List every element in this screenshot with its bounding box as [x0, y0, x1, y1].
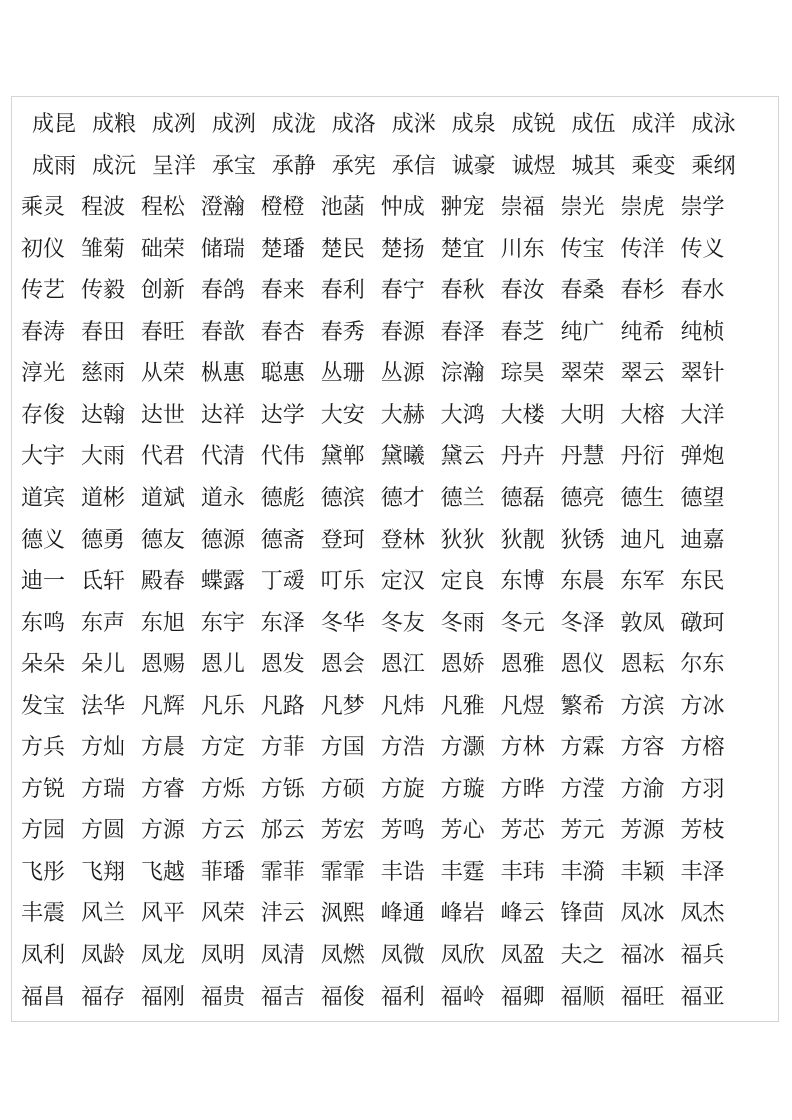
- name-cell: 成洣: [391, 112, 436, 137]
- name-cell: 承宪: [331, 153, 376, 179]
- name-cell: 方滢: [560, 776, 605, 802]
- name-cell: 风平: [140, 901, 185, 927]
- name-cell: 楚宜: [440, 236, 485, 262]
- name-cell: 德生: [620, 485, 665, 511]
- name-cell: 储瑞: [200, 236, 245, 262]
- name-cell: 方锐: [21, 776, 66, 802]
- name-cell: 橙橙: [260, 195, 305, 221]
- name-cell: 凤利: [21, 943, 66, 968]
- name-cell: 淙瀚: [440, 361, 485, 387]
- name-cell: 淳光: [21, 361, 66, 387]
- name-cell: 德亮: [560, 485, 605, 511]
- name-cell: 方滨: [620, 693, 665, 719]
- name-cell: 东泽: [260, 610, 305, 636]
- name-cell: 春芝: [500, 319, 545, 345]
- name-cell: 方璇: [440, 776, 485, 802]
- name-cell: 方灿: [80, 735, 125, 761]
- name-cell: 大楼: [500, 402, 545, 428]
- name-cell: 春田: [80, 319, 125, 345]
- name-cell: 聪惠: [260, 361, 305, 387]
- name-cell: 传毅: [80, 278, 125, 304]
- name-cell: 芳元: [560, 818, 605, 844]
- name-row: [0, 523, 792, 559]
- name-cell: 枞惠: [200, 361, 245, 387]
- name-cell: 狄锈: [560, 527, 605, 553]
- name-row: [0, 938, 792, 974]
- name-cell: 丰震: [21, 901, 66, 927]
- name-cell: 凤欣: [440, 943, 485, 968]
- name-cell: 楚民: [320, 236, 365, 262]
- name-cell: 方旋: [380, 776, 425, 802]
- name-cell: 道永: [200, 485, 245, 511]
- name-cell: 丰霆: [440, 859, 485, 885]
- name-cell: 德友: [140, 527, 185, 553]
- name-cell: 福利: [380, 984, 425, 1010]
- name-cell: 澄瀚: [200, 195, 245, 221]
- name-cell: 初仪: [21, 236, 66, 262]
- name-cell: 敦凤: [620, 610, 665, 636]
- name-cell: 崇光: [560, 195, 605, 221]
- name-cell: 存俊: [21, 402, 66, 428]
- name-cell: 凡辉: [140, 693, 185, 719]
- name-cell: 东民: [680, 569, 725, 595]
- name-cell: 纯广: [560, 319, 605, 345]
- name-cell: 大赫: [380, 402, 425, 428]
- name-cell: 德磊: [500, 485, 545, 511]
- name-cell: 达世: [140, 402, 185, 428]
- name-cell: 福吉: [260, 984, 305, 1010]
- name-cell: 方烁: [200, 776, 245, 802]
- name-cell: 方榕: [680, 735, 725, 761]
- name-cell: 凡雅: [440, 693, 485, 719]
- name-cell: 沣云: [260, 901, 305, 927]
- name-cell: 大明: [560, 402, 605, 428]
- name-cell: 达翰: [80, 402, 125, 428]
- name-cell: 道彬: [80, 485, 125, 511]
- name-cell: 恩雅: [500, 652, 545, 678]
- name-cell: 达学: [260, 402, 305, 428]
- name-cell: 菲璠: [200, 859, 245, 885]
- name-cell: 丛珊: [320, 361, 365, 387]
- name-cell: 德斋: [260, 527, 305, 553]
- name-cell: 方硕: [320, 776, 365, 802]
- name-cell: 叮乐: [320, 569, 365, 595]
- name-row: [0, 647, 792, 683]
- name-cell: 丹卉: [500, 444, 545, 470]
- name-cell: 东鸣: [21, 610, 66, 636]
- name-cell: 川东: [500, 236, 545, 262]
- name-cell: 凡炜: [380, 693, 425, 719]
- name-row: [0, 356, 792, 392]
- name-cell: 德彪: [260, 485, 305, 511]
- name-cell: 邡云: [260, 818, 305, 844]
- name-cell: 礅珂: [680, 610, 725, 636]
- name-cell: 大鸿: [440, 402, 485, 428]
- name-cell: 发宝: [21, 693, 66, 719]
- name-cell: 翠针: [680, 361, 725, 387]
- name-cell: 法华: [80, 693, 125, 719]
- name-cell: 恩耘: [620, 652, 665, 678]
- name-row: [0, 813, 792, 849]
- name-cell: 东宇: [200, 610, 245, 636]
- name-cell: 崇福: [500, 195, 545, 221]
- name-cell: 东声: [80, 610, 125, 636]
- name-cell: 凡乐: [200, 693, 245, 719]
- name-cell: 春汝: [500, 278, 545, 304]
- name-cell: 代君: [140, 444, 185, 470]
- name-cell: 春源: [380, 319, 425, 345]
- name-cell: 方圆: [80, 818, 125, 844]
- name-cell: 迪一: [21, 569, 66, 595]
- name-cell: 方晨: [140, 735, 185, 761]
- name-cell: 德勇: [80, 527, 125, 553]
- name-cell: 大宇: [21, 444, 66, 470]
- name-cell: 纯桢: [680, 319, 725, 345]
- name-cell: 纯希: [620, 319, 665, 345]
- name-cell: 冬友: [380, 610, 425, 636]
- name-cell: 福旺: [620, 984, 665, 1010]
- name-cell: 春利: [320, 278, 365, 304]
- name-cell: 丹慧: [560, 444, 605, 470]
- name-cell: 春歆: [200, 319, 245, 345]
- name-cell: 传宝: [560, 236, 605, 262]
- name-cell: 芳芯: [500, 818, 545, 844]
- name-row: [0, 896, 792, 932]
- name-cell: 芳源: [620, 818, 665, 844]
- name-cell: 雏菊: [80, 236, 125, 262]
- name-cell: 定汉: [380, 569, 425, 595]
- name-row: [0, 439, 792, 475]
- name-cell: 方园: [21, 818, 66, 844]
- name-row: [0, 398, 792, 434]
- name-row: [0, 772, 792, 808]
- name-cell: 楚璠: [260, 236, 305, 262]
- name-cell: 丛源: [380, 361, 425, 387]
- name-cell: 芳鸣: [380, 818, 425, 844]
- name-cell: 凤龄: [80, 943, 125, 968]
- name-cell: 方羽: [680, 776, 725, 802]
- name-cell: 楚扬: [380, 236, 425, 262]
- name-cell: 凡煜: [500, 693, 545, 719]
- name-cell: 弹炮: [680, 444, 725, 470]
- name-cell: 翀宠: [440, 195, 485, 221]
- name-cell: 恩赐: [140, 652, 185, 678]
- name-cell: 成泳: [691, 112, 736, 137]
- name-cell: 朵朵: [21, 652, 66, 678]
- name-row: [0, 190, 792, 226]
- name-cell: 春泽: [440, 319, 485, 345]
- name-cell: 呈洋: [151, 153, 196, 179]
- name-cell: 东博: [500, 569, 545, 595]
- name-cell: 方云: [200, 818, 245, 844]
- name-cell: 琮昊: [500, 361, 545, 387]
- name-cell: 凤冰: [620, 901, 665, 927]
- name-cell: 乘灵: [21, 195, 66, 221]
- name-cell: 凤明: [200, 943, 245, 968]
- name-row: [0, 689, 792, 725]
- name-cell: 迪凡: [620, 527, 665, 553]
- name-cell: 方瑞: [80, 776, 125, 802]
- name-cell: 氐轩: [80, 569, 125, 595]
- name-cell: 丰泽: [680, 859, 725, 885]
- name-cell: 方冰: [680, 693, 725, 719]
- name-cell: 殿春: [140, 569, 185, 595]
- name-cell: 翠荣: [560, 361, 605, 387]
- name-cell: 芳枝: [680, 818, 725, 844]
- name-cell: 冬泽: [560, 610, 605, 636]
- name-cell: 德滨: [320, 485, 365, 511]
- name-cell: 狄狄: [440, 527, 485, 553]
- name-cell: 凤微: [380, 943, 425, 968]
- name-cell: 大榕: [620, 402, 665, 428]
- name-cell: 福兵: [680, 943, 725, 968]
- name-cell: 承静: [271, 153, 316, 179]
- name-cell: 凤盈: [500, 943, 545, 968]
- name-cell: 春涛: [21, 319, 66, 345]
- name-cell: 蝶露: [200, 569, 245, 595]
- name-cell: 恩儿: [200, 652, 245, 678]
- name-cell: 方源: [140, 818, 185, 844]
- name-cell: 霏霏: [320, 859, 365, 885]
- name-cell: 夫之: [560, 943, 605, 968]
- name-cell: 达祥: [200, 402, 245, 428]
- name-cell: 丰颖: [620, 859, 665, 885]
- name-cell: 从荣: [140, 361, 185, 387]
- name-cell: 丹衍: [620, 444, 665, 470]
- name-cell: 冬华: [320, 610, 365, 636]
- name-cell: 福顺: [560, 984, 605, 1010]
- name-cell: 凤杰: [680, 901, 725, 927]
- name-cell: 德义: [21, 527, 66, 553]
- name-cell: 础荣: [140, 236, 185, 262]
- name-cell: 尔东: [680, 652, 725, 678]
- name-cell: 峰云: [500, 901, 545, 927]
- name-cell: 大安: [320, 402, 365, 428]
- name-cell: 城其: [571, 153, 616, 179]
- name-cell: 丰漪: [560, 859, 605, 885]
- name-cell: 诚豪: [451, 153, 496, 179]
- name-cell: 定良: [440, 569, 485, 595]
- name-cell: 传洋: [620, 236, 665, 262]
- name-cell: 芳宏: [320, 818, 365, 844]
- name-cell: 程波: [80, 195, 125, 221]
- name-cell: 福俊: [320, 984, 365, 1010]
- name-cell: 峰通: [380, 901, 425, 927]
- name-cell: 方霖: [560, 735, 605, 761]
- name-row: [0, 730, 792, 766]
- name-cell: 乘纲: [691, 153, 736, 179]
- name-cell: 成洛: [331, 112, 376, 137]
- name-cell: 春宁: [380, 278, 425, 304]
- name-cell: 恩仪: [560, 652, 605, 678]
- name-cell: 朵儿: [80, 652, 125, 678]
- name-cell: 凡路: [260, 693, 305, 719]
- name-cell: 方定: [200, 735, 245, 761]
- name-cell: 成泉: [451, 112, 496, 137]
- name-cell: 成冽: [151, 112, 196, 137]
- name-cell: 峰岩: [440, 901, 485, 927]
- name-row: [0, 273, 792, 309]
- name-cell: 道宾: [21, 485, 66, 511]
- name-cell: 春秀: [320, 319, 365, 345]
- name-row: [0, 564, 792, 600]
- name-cell: 冬元: [500, 610, 545, 636]
- name-cell: 东旭: [140, 610, 185, 636]
- name-cell: 德兰: [440, 485, 485, 511]
- name-cell: 春杉: [620, 278, 665, 304]
- name-cell: 方铄: [260, 776, 305, 802]
- name-cell: 创新: [140, 278, 185, 304]
- name-cell: 黛曦: [380, 444, 425, 470]
- name-cell: 大雨: [80, 444, 125, 470]
- name-cell: 福存: [80, 984, 125, 1010]
- name-cell: 霏菲: [260, 859, 305, 885]
- name-cell: 翠云: [620, 361, 665, 387]
- name-cell: 方林: [500, 735, 545, 761]
- name-cell: 丰诰: [380, 859, 425, 885]
- name-row: [0, 315, 792, 351]
- name-cell: 传义: [680, 236, 725, 262]
- name-cell: 春桑: [560, 278, 605, 304]
- name-cell: 凤清: [260, 943, 305, 968]
- name-cell: 飞彤: [21, 859, 66, 885]
- name-cell: 福冰: [620, 943, 665, 968]
- name-cell: 代清: [200, 444, 245, 470]
- name-row: [0, 149, 792, 185]
- name-cell: 成洌: [211, 112, 256, 137]
- name-cell: 凤燃: [320, 943, 365, 968]
- name-cell: 诚煜: [511, 153, 556, 179]
- name-row: [0, 481, 792, 517]
- name-cell: 春旺: [140, 319, 185, 345]
- name-cell: 福昌: [21, 984, 66, 1010]
- name-cell: 崇虎: [620, 195, 665, 221]
- name-cell: 登珂: [320, 527, 365, 553]
- name-cell: 代伟: [260, 444, 305, 470]
- name-cell: 成伍: [571, 112, 616, 137]
- name-row: [0, 232, 792, 268]
- name-cell: 福刚: [140, 984, 185, 1010]
- name-cell: 繁希: [560, 693, 605, 719]
- name-cell: 成洋: [631, 112, 676, 137]
- name-cell: 风兰: [80, 901, 125, 927]
- name-cell: 程松: [140, 195, 185, 221]
- name-cell: 芳心: [440, 818, 485, 844]
- name-cell: 崇学: [680, 195, 725, 221]
- name-cell: 春来: [260, 278, 305, 304]
- name-cell: 飞翔: [80, 859, 125, 885]
- name-cell: 德才: [380, 485, 425, 511]
- name-cell: 乘变: [631, 153, 676, 179]
- name-cell: 东晨: [560, 569, 605, 595]
- name-cell: 凤龙: [140, 943, 185, 968]
- name-cell: 方睿: [140, 776, 185, 802]
- name-cell: 迪嘉: [680, 527, 725, 553]
- name-cell: 方晔: [500, 776, 545, 802]
- name-cell: 方国: [320, 735, 365, 761]
- name-cell: 恩娇: [440, 652, 485, 678]
- name-cell: 丁叆: [260, 569, 305, 595]
- name-cell: 飞越: [140, 859, 185, 885]
- name-cell: 沨熙: [320, 901, 365, 927]
- name-cell: 狄靓: [500, 527, 545, 553]
- name-cell: 春鸽: [200, 278, 245, 304]
- name-cell: 登林: [380, 527, 425, 553]
- name-cell: 承宝: [211, 153, 256, 179]
- name-cell: 德望: [680, 485, 725, 511]
- name-cell: 恩会: [320, 652, 365, 678]
- name-cell: 方渝: [620, 776, 665, 802]
- name-cell: 承信: [391, 153, 436, 179]
- name-cell: 大洋: [680, 402, 725, 428]
- name-cell: 冬雨: [440, 610, 485, 636]
- name-cell: 春杏: [260, 319, 305, 345]
- name-cell: 锋茴: [560, 901, 605, 927]
- name-cell: 成锐: [511, 112, 556, 137]
- name-row: [0, 107, 792, 143]
- name-cell: 方容: [620, 735, 665, 761]
- name-cell: 成雨: [32, 153, 77, 179]
- name-cell: 池菡: [320, 195, 365, 221]
- name-cell: 福贵: [200, 984, 245, 1010]
- name-cell: 福卿: [500, 984, 545, 1010]
- name-cell: 方菲: [260, 735, 305, 761]
- name-cell: 成昆: [32, 112, 77, 137]
- name-cell: 黛郸: [320, 444, 365, 470]
- name-cell: 福亚: [680, 984, 725, 1010]
- name-cell: 凡梦: [320, 693, 365, 719]
- name-cell: 恩发: [260, 652, 305, 678]
- name-cell: 风荣: [200, 901, 245, 927]
- name-row: [0, 606, 792, 642]
- name-cell: 丰玮: [500, 859, 545, 885]
- name-cell: 方灏: [440, 735, 485, 761]
- name-cell: 黛云: [440, 444, 485, 470]
- name-cell: 春水: [680, 278, 725, 304]
- name-row: [0, 980, 792, 1016]
- name-cell: 德源: [200, 527, 245, 553]
- name-cell: 道斌: [140, 485, 185, 511]
- name-cell: 慈雨: [80, 361, 125, 387]
- name-cell: 成粮: [91, 112, 136, 137]
- name-cell: 春秋: [440, 278, 485, 304]
- name-cell: 成沅: [91, 153, 136, 179]
- name-cell: 忡成: [380, 195, 425, 221]
- name-cell: 东军: [620, 569, 665, 595]
- name-cell: 方浩: [380, 735, 425, 761]
- name-row: [0, 855, 792, 891]
- name-cell: 成泷: [271, 112, 316, 137]
- name-cell: 传艺: [21, 278, 66, 304]
- name-cell: 方兵: [21, 735, 66, 761]
- name-cell: 恩江: [380, 652, 425, 678]
- name-cell: 福岭: [440, 984, 485, 1010]
